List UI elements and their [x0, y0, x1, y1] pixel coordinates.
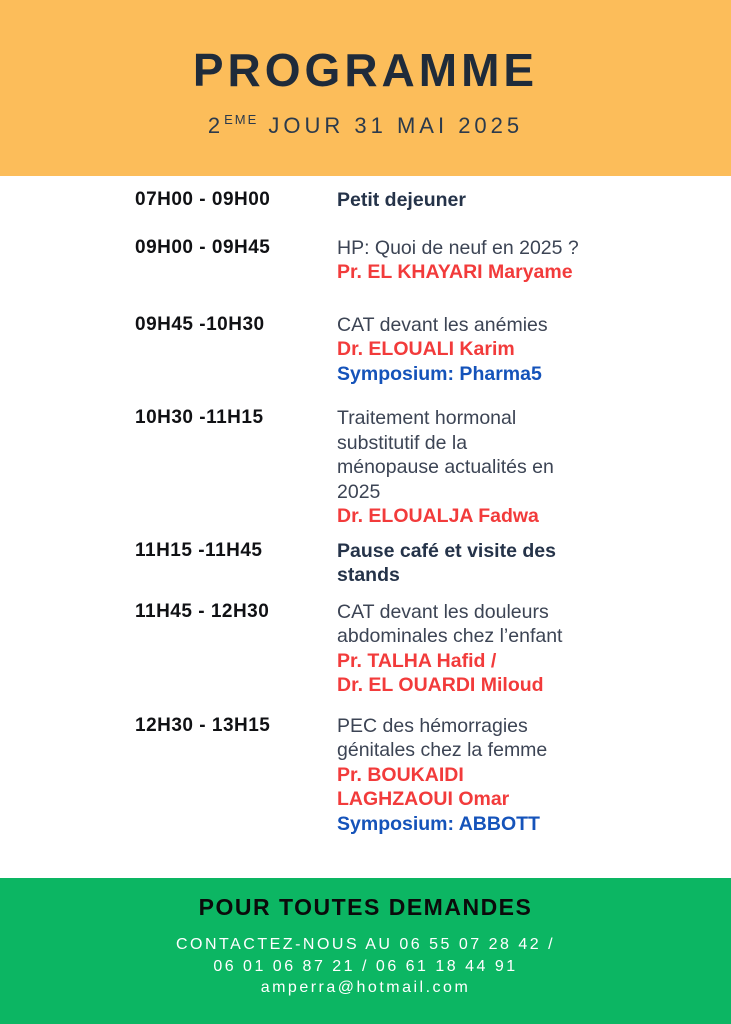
subtitle-ordinal-sup: EME	[224, 112, 259, 127]
session-details	[337, 313, 627, 387]
speaker-line: Pr. BOUKAIDI	[337, 763, 464, 786]
time-label: 09H45 -10H30	[135, 313, 265, 335]
session-details	[337, 714, 627, 837]
session-title-line: Traitement hormonal	[337, 407, 517, 429]
contact-line-2: 06 01 06 87 21 / 06 61 18 44 91	[213, 957, 518, 975]
session-title-line: substitutif de la	[337, 431, 468, 454]
schedule-row	[135, 406, 731, 529]
session-details	[337, 188, 627, 213]
speaker-line: Dr. ELOUALI Karim	[337, 338, 515, 360]
session-title-line: Pause café et visite des	[337, 539, 556, 562]
page-title: PROGRAMME	[192, 44, 539, 96]
session-details	[337, 236, 627, 285]
time-label: 07H00 - 09H00	[135, 189, 271, 210]
schedule-row	[135, 313, 731, 387]
session-details	[337, 539, 627, 588]
session-title-line: PEC des hémorragies	[337, 714, 528, 737]
speaker-line: Pr. TALHA Hafid /	[337, 649, 497, 672]
session-title-line: CAT devant les douleurs	[337, 600, 549, 623]
symposium-line: Symposium: ABBOTT	[337, 812, 540, 835]
subtitle-day-number: 2	[207, 113, 225, 138]
symposium-line: Symposium: Pharma5	[337, 362, 542, 385]
session-title-line: stands	[337, 564, 400, 586]
schedule-row	[135, 714, 731, 837]
footer-title: POUR TOUTES DEMANDES	[198, 894, 533, 920]
session-title-line: abdominales chez l’enfant	[337, 625, 563, 647]
schedule-row	[135, 539, 731, 588]
subtitle-date: JOUR 31 MAI 2025	[268, 113, 524, 138]
schedule-row	[135, 600, 731, 698]
session-details	[337, 600, 627, 698]
contact-email: amperra@hotmail.com	[260, 979, 471, 996]
time-label: 10H30 -11H15	[135, 407, 264, 428]
session-title-line: Petit dejeuner	[337, 189, 466, 211]
schedule-row	[135, 236, 731, 285]
time-label: 11H15 -11H45	[135, 539, 263, 561]
time-label: 12H30 - 13H15	[135, 714, 271, 736]
speaker-line: Dr. ELOUALJA Fadwa	[337, 505, 539, 527]
session-title-line: HP: Quoi de neuf en 2025 ?	[337, 236, 579, 259]
footer-band	[0, 878, 731, 1024]
session-title-line: CAT devant les anémies	[337, 313, 548, 336]
time-label: 09H00 - 09H45	[135, 236, 271, 258]
session-title-line: génitales chez la femme	[337, 739, 548, 761]
speaker-line: LAGHZAOUI Omar	[337, 788, 510, 810]
page-subtitle	[208, 113, 523, 139]
schedule	[0, 176, 731, 878]
session-title-line: 2025	[337, 480, 381, 503]
time-label: 11H45 - 12H30	[135, 600, 270, 622]
session-details	[337, 406, 627, 529]
contact-block	[0, 934, 731, 999]
contact-line-1: CONTACTEZ-NOUS AU 06 55 07 28 42 /	[175, 936, 556, 953]
session-title-line: ménopause actualités en	[337, 456, 554, 478]
speaker-line: Pr. EL KHAYARI Maryame	[337, 261, 573, 283]
header-band	[0, 0, 731, 176]
speaker-line: Dr. EL OUARDI Miloud	[337, 674, 544, 696]
schedule-row	[135, 188, 731, 213]
